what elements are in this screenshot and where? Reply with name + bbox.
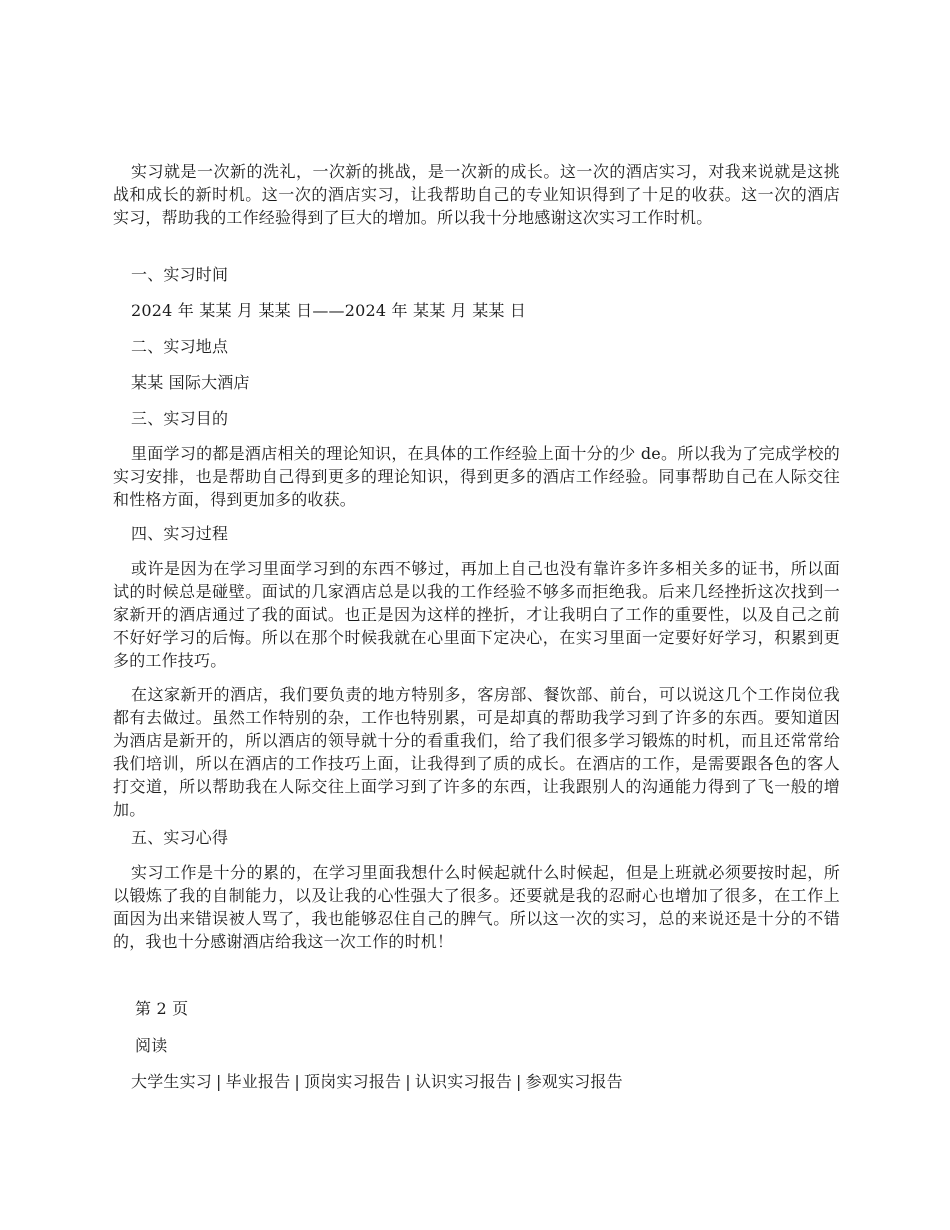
- link-separator: |: [516, 1072, 522, 1091]
- link-college-internship[interactable]: 大学生实习: [131, 1072, 213, 1091]
- link-visit-internship-report[interactable]: 参观实习报告: [525, 1072, 623, 1091]
- link-post-internship-report[interactable]: 顶岗实习报告: [304, 1072, 402, 1091]
- purpose-paragraph: 里面学习的都是酒店相关的理论知识，在具体的工作经验上面十分的少 de。所以我为了完成学校的实习安排，也是帮助自己得到更多的理论知识，得到更多的酒店工作经验。同事帮助自己在人际交往和性格方面，得到更加多的收获。: [113, 444, 840, 509]
- section-heading-experience: 五、实习心得: [131, 828, 229, 847]
- link-cognitive-internship-report[interactable]: 认识实习报告: [414, 1072, 513, 1091]
- related-links: [113, 1070, 623, 1093]
- section-heading-place: 二、实习地点: [131, 337, 229, 356]
- page-number: 第 2 页: [135, 999, 189, 1018]
- section-heading-process: 四、实习过程: [131, 524, 229, 543]
- internship-time: 2024 年 某某 月 某某 日——2024 年 某某 月 某某 日: [131, 301, 527, 320]
- process-paragraph-2: 在这家新开的酒店，我们要负责的地方特别多，客房部、餐饮部、前台，可以说这几个工作岗位我都有去做过。虽然工作特别的杂，工作也特别累，可是却真的帮助我学习到了许多的东西。要知道因为酒店是新开的，所以酒店的领导就十分的看重我们，给了我们很多学习锻炼的时机，而且还常常给我们培训，所以在酒店的工作技巧上面，让我得到了质的成长。在酒店的工作，是需要跟各色的客人打交道，所以帮助我在人际交往上面学习到了许多的东西，让我跟别人的沟通能力得到了飞一般的增加。: [113, 685, 840, 819]
- link-separator: |: [216, 1072, 222, 1091]
- section-heading-time: 一、实习时间: [131, 265, 229, 284]
- experience-paragraph: 实习工作是十分的累的，在学习里面我想什么时候起就什么时候起，但是上班就必须要按时起，所以锻炼了我的自制能力，以及让我的心性强大了很多。还要就是我的忍耐心也增加了很多，在工作上面因为出来错误被人骂了，我也能够忍住自己的脾气。所以这一次的实习，总的来说还是十分的不错的，我也十分感谢酒店给我这一次工作的时机！: [113, 863, 840, 951]
- link-graduation-report[interactable]: 毕业报告: [225, 1072, 291, 1091]
- process-paragraph-1: 或许是因为在学习里面学习到的东西不够过，再加上自己也没有靠许多许多相关多的证书，所以面试的时候总是碰壁。面试的几家酒店总是以我的工作经验不够多而拒绝我。后来几经挫折这次找到一家新开的酒店通过了我的面试。也正是因为这样的挫折，才让我明白了工作的重要性，以及自己之前不好好学习的后悔。所以在那个时候我就在心里面下定决心，在实习里面一定要好好学习，积累到更多的工作技巧。: [113, 559, 840, 670]
- read-label: 阅读: [135, 1036, 168, 1055]
- section-heading-purpose: 三、实习目的: [131, 409, 229, 428]
- intro-paragraph: 实习就是一次新的洗礼，一次新的挑战，是一次新的成长。这一次的酒店实习，对我来说就是这挑战和成长的新时机。这一次的酒店实习，让我帮助自己的专业知识得到了十足的收获。这一次的酒店实习，帮助我的工作经验得到了巨大的增加。所以我十分地感谢这次实习工作时机。: [113, 162, 840, 227]
- internship-place: 某某 国际大酒店: [131, 373, 250, 392]
- link-separator: |: [405, 1072, 411, 1091]
- link-separator: |: [294, 1072, 301, 1091]
